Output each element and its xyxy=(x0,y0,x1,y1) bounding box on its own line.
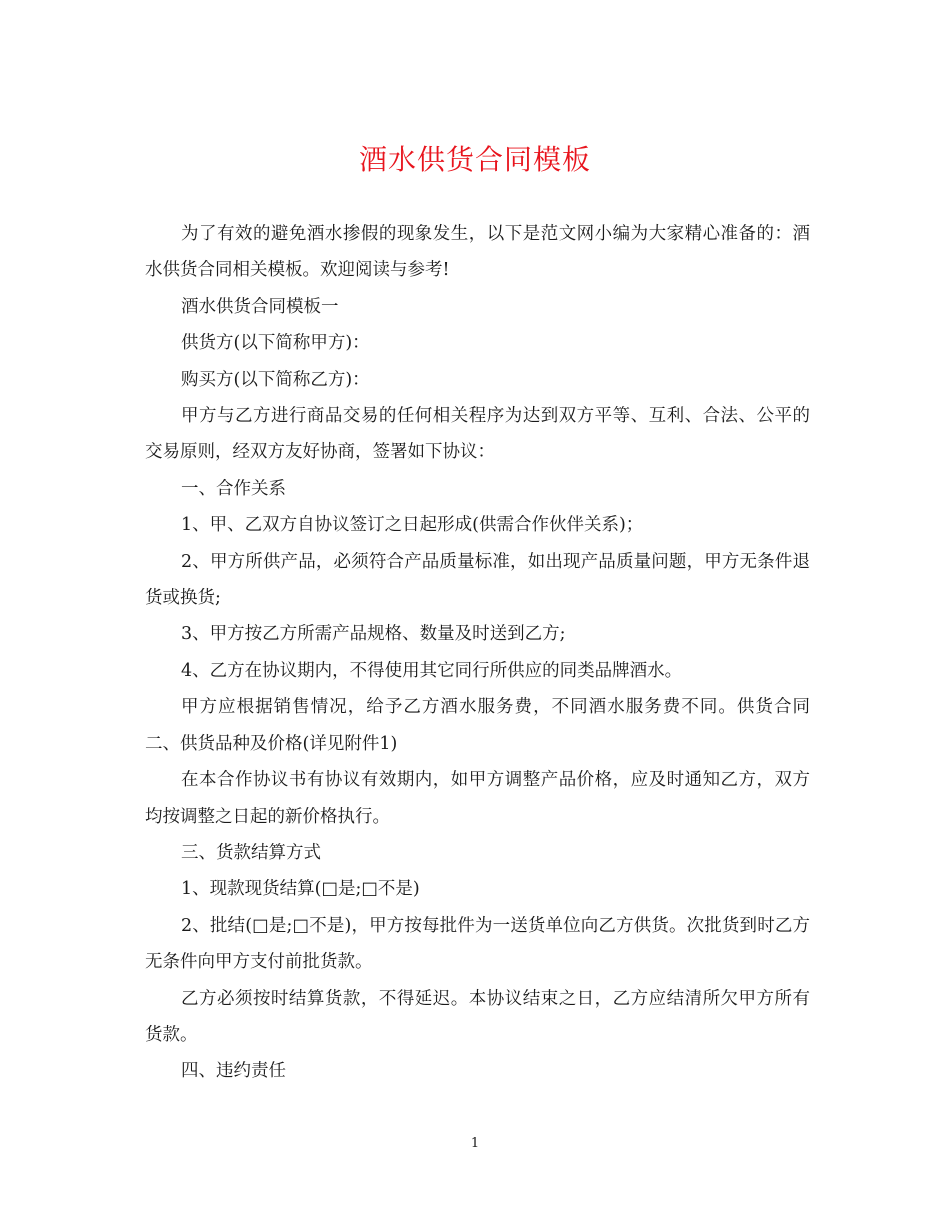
paragraph-cash-settlement: 1、现款现货结算(□是;□不是) xyxy=(181,879,420,900)
paragraph-service-fee: 甲方应根据销售情况，给予乙方酒水服务费，不同酒水服务费不同。供货合同二、供货品种及价格(详见附件1) xyxy=(145,697,810,754)
page-number: 1 xyxy=(470,1136,480,1151)
paragraph-supplier: 供货方(以下简称甲方)： xyxy=(181,333,370,354)
paragraph-batch-settlement: 2、批结(□是;□不是)，甲方按每批件为一送货单位向乙方供货。次批货到时乙方无条件向甲方支付前批货款。 xyxy=(145,915,810,973)
paragraph-payment-deadline: 乙方必须按时结算货款，不得延迟。本协议结束之日，乙方应结清所欠甲方所有货款。 xyxy=(145,988,810,1045)
paragraph-template-heading: 酒水供货合同模板一 xyxy=(181,296,339,317)
document-title: 酒水供货合同模板 xyxy=(358,143,591,176)
paragraph-buyer: 购买方(以下简称乙方)： xyxy=(181,369,370,390)
paragraph-clause-3: 3、甲方按乙方所需产品规格、数量及时送到乙方; xyxy=(181,624,566,645)
paragraph-clause-1: 1、甲、乙双方自协议签订之日起形成(供需合作伙伴关系)； xyxy=(181,515,644,536)
paragraph-clause-2: 2、甲方所供产品，必须符合产品质量标准，如出现产品质量问题，甲方无条件退货或换货; xyxy=(145,551,810,609)
paragraph-price-adjust: 在本合作协议书有协议有效期内，如甲方调整产品价格，应及时通知乙方，双方均按调整之日起的新价格执行。 xyxy=(145,770,810,827)
paragraph-intro: 为了有效的避免酒水掺假的现象发生，以下是范文网小编为大家精心准备的：酒水供货合同相关模板。欢迎阅读与参考! xyxy=(145,224,810,281)
paragraph-clause-4: 4、乙方在协议期内，不得使用其它同行所供应的同类品牌酒水。 xyxy=(181,660,683,681)
paragraph-principle: 甲方与乙方进行商品交易的任何相关程序为达到双方平等、互利、合法、公平的交易原则，经双方友好协商，签署如下协议： xyxy=(145,406,810,463)
section-heading-settlement: 三、货款结算方式 xyxy=(181,842,321,863)
section-heading-liability: 四、违约责任 xyxy=(181,1061,286,1082)
section-heading-cooperation: 一、合作关系 xyxy=(181,478,286,499)
document-body xyxy=(145,216,810,1090)
